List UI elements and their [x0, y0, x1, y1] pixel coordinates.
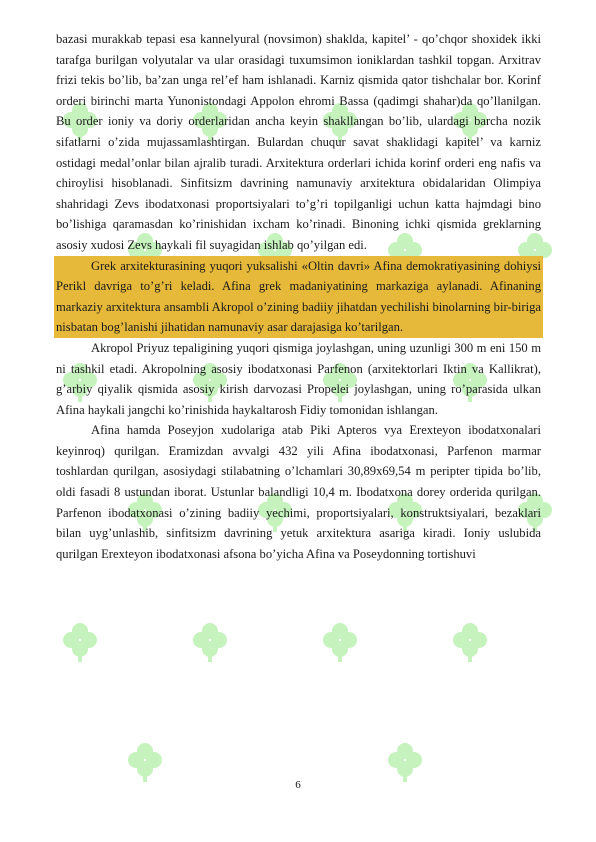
clover-icon: [323, 623, 357, 662]
clover-icon: [128, 743, 162, 782]
clover-icon: [388, 743, 422, 782]
clover-icon: [453, 623, 487, 662]
page-number: 6: [295, 779, 301, 791]
paragraph-4: Afina hamda Poseyjon xudolariga atab Piki Apteros vya Erexteyon ibodatxonalari keyinroq) qurilgan. Eramizdan avvalgi 432 yili Afina ibodatxonasi, Parfenon marmar toshlardan qurilgan, asosiydagi stilabatning o’lchamlari 30,89x69,54 m peripter tipida bo’lib, oldi fasadi 8 ustundan iborat. Ustunlar balandligi 10,4 m. Ibodatxona dorey orderida qurilgan. Parfenon ibodatxonasi o’zining badiiy yechimi, proportsiyalari, konstruktsiyalari, bezaklari bilan uyg’unlashib, sinfitsizm davrining yetuk arxitektura asariga kiradi. Ioniy uslubida qurilgan Erexteyon ibodatxonasi afsona bo’yicha Afina va Poseydonning tortishuvi: [56, 423, 541, 561]
document-body: [56, 29, 541, 564]
clover-icon: [63, 623, 97, 662]
clover-icon: [193, 623, 227, 662]
paragraph-2-highlighted: Grek arxitekturasining yuqori yuksalishi «Oltin davri» Afina demokratiyasining dohiysi Perikl davriga to’g’ri keladi. Afina grek madaniyatining markaziga aylanadi. Afinaning markaziy arxitektura ansambli Akropol o’zining badiiy jihatdan yechilishi binolarning bir-biriga nisbatan bog’lanishi jihatidan namunaviy asar darajasiga ko’tarilgan.: [54, 256, 543, 338]
paragraph-1: bazasi murakkab tepasi esa kannelyural (novsimon) shaklda, kapitel’ - qo’chqor shoxidek ikki tarafga burilgan volyutalar va ular orasidagi tuxumsimon ioniklardan tashkil topgan. Arxitrav frizi tekis bo’lib, ba’zan unga rel’ef ham ishlanadi. Karniz qismida qator tishchalar bor. Korinf orderi birinchi marta Yunonistondagi Appolon ehromi Bassa (qadimgi shahar)da qo’llanilgan. Bu order ioniy va doriy orderlaridan ancha keyin shakllangan bo’lib, ulardagi barcha nozik sifatlarni o’zida mujassamlashtirgan. Bulardan chuqur savat shaklidagi kapitel’ va karniz ostidagi medal’onlar bilan ajralib turadi. Arxitektura orderlari ichida korinf orderi eng nafis va chiroylisi hisoblanadi. Sinfitsizm davrining namunaviy arxitektura obidalaridan Olimpiya shahridagi Zevs ibodatxonasi proportsiyalari to’g’ri topilganligi uchun katta hajmdagi bino bo’lishiga qaramasdan ko’rinishidan ixcham ko’rinadi. Binoning ichki qismida greklarning asosiy xudosi Zevs haykali fil suyagidan ishlab qo’yilgan edi.: [56, 32, 541, 252]
paragraph-3: Akropol Priyuz tepaligining yuqori qismiga joylashgan, uning uzunligi 300 m eni 150 m ni tashkil etadi. Akropolning asosiy ibodatxonasi Parfenon (arxitektorlari Iktin va Kallikrat), g’arbiy qiyalik qismida asosiy kirish darvozasi Propelei joylashgan, uning ro’parasida ulkan Afina haykali jangchi ko’rinishida haykaltarosh Fidiy tomonidan ishlangan.: [56, 340, 541, 417]
